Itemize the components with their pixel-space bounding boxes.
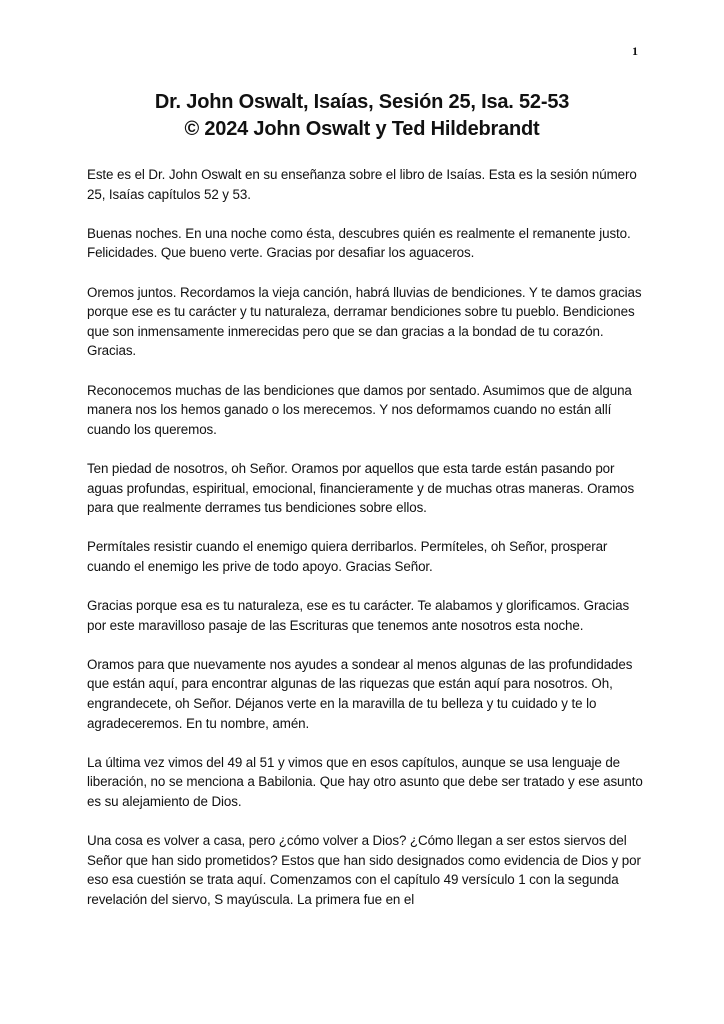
paragraph: Oremos juntos. Recordamos la vieja canción, habrá lluvias de bendiciones. Y te damos gracias porque ese es tu carácter y tu naturaleza, derramar bendiciones sobre tu pueblo. Bendiciones que son inmensamente inmerecidas pero que se dan gracias a la bondad de tu corazón. Gracias.	[87, 284, 642, 359]
paragraph: Reconocemos muchas de las bendiciones que damos por sentado. Asumimos que de alguna manera nos los hemos ganado o los merecemos. Y nos deformamos cuando no están allí cuando los queremos.	[87, 382, 632, 437]
title-line-1: Dr. John Oswalt, Isaías, Sesión 25, Isa. 52-53	[154, 91, 570, 113]
paragraph: Gracias porque esa es tu naturaleza, ese es tu carácter. Te alabamos y glorificamos. Gracias por este maravilloso pasaje de las Escrituras que tenemos ante nosotros esta noche.	[87, 598, 630, 633]
paragraph: Ten piedad de nosotros, oh Señor. Oramos por aquellos que esta tarde están pasando por aguas profundas, espiritual, emocional, financieramente y de muchas otras maneras. Oramos para que realmente derrames tus bendiciones sobre ellos.	[87, 460, 635, 516]
paragraph: Oramos para que nuevamente nos ayudes a sondear al menos algunas de las profundidades que están aquí, para encontrar algunas de las riquezas que están aquí para nosotros. Oh, engrandecete, oh Señor. Déjanos verte en la maravilla de tu belleza y tu cuidado y te lo agradeceremos. En tu nombre, amén.	[87, 656, 633, 731]
paragraph: Permítales resistir cuando el enemigo quiera derribarlos. Permíteles, oh Señor, prosperar cuando el enemigo les prive de todo apoyo. Gracias Señor.	[87, 539, 608, 574]
document-title	[0, 89, 724, 143]
document-body	[87, 165, 647, 929]
paragraph: Buenas noches. En una noche como ésta, descubres quién es realmente el remanente justo. Felicidades. Que bueno verte. Gracias por desafiar los aguaceros.	[87, 225, 631, 261]
paragraph: Una cosa es volver a casa, pero ¿cómo volver a Dios? ¿Cómo llegan a ser estos siervos del Señor que han sido prometidos? Estos que han sido designados como evidencia de Dios y por eso esa cuestión se trata aquí. Comenzamos con el capítulo 49 versículo 1 con la segunda revelación del siervo, S mayúscula. La primera fue en el	[87, 833, 641, 907]
paragraph: La última vez vimos del 49 al 51 y vimos que en esos capítulos, aunque se usa lenguaje de liberación, no se menciona a Babilonia. Que hay otro asunto que debe ser tratado y ese asunto es su alejamiento de Dios.	[87, 754, 643, 809]
paragraph: Este es el Dr. John Oswalt en su enseñanza sobre el libro de Isaías. Esta es la sesión número 25, Isaías capítulos 52 y 53.	[87, 167, 637, 202]
title-line-2: © 2024 John Oswalt y Ted Hildebrandt	[184, 118, 540, 140]
page-number: 1	[632, 44, 638, 58]
